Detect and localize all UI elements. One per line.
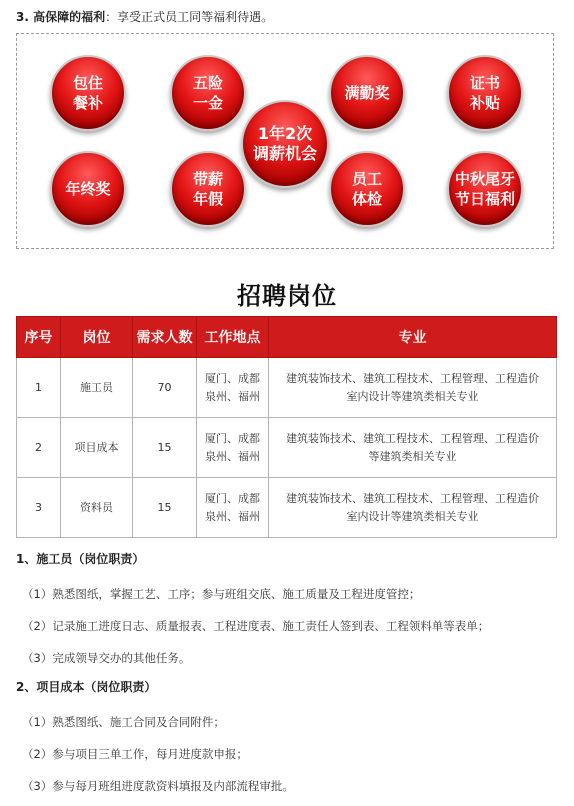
major-line1: 建筑装饰技术、建筑工程技术、工程管理、工程造价 — [286, 431, 539, 445]
cell-no: 2 — [17, 418, 61, 478]
header-major: 专业 — [269, 317, 557, 358]
major-line2: 等建筑类相关专业 — [368, 449, 457, 463]
cell-location — [197, 418, 269, 478]
cell-count: 70 — [133, 358, 197, 418]
cell-post: 项目成本 — [61, 418, 133, 478]
cell-count: 15 — [133, 418, 197, 478]
benefit-paid-leave: 带薪 年假 — [170, 151, 246, 227]
table-header-row — [17, 317, 557, 358]
cell-major — [269, 358, 557, 418]
duty-2-item-1: （1）熟悉图纸、施工合同及合同附件； — [22, 715, 225, 729]
benefits-heading — [16, 8, 273, 25]
cell-major — [269, 418, 557, 478]
duty-1-item-1: （1）熟悉图纸，掌握工艺、工序；参与班组交底、施工质量及工程进度管控； — [22, 587, 421, 601]
benefit-attendance-bonus: 满勤奖 — [329, 55, 405, 131]
benefit-health-check: 员工 体检 — [329, 151, 405, 227]
cell-count: 15 — [133, 478, 197, 538]
major-line2: 室内设计等建筑类相关专业 — [346, 509, 479, 523]
recruit-table — [16, 316, 557, 538]
cell-location — [197, 478, 269, 538]
major-line1: 建筑装饰技术、建筑工程技术、工程管理、工程造价 — [286, 371, 539, 385]
header-post: 岗位 — [61, 317, 133, 358]
header-location: 工作地点 — [197, 317, 269, 358]
major-line2: 室内设计等建筑类相关专业 — [346, 389, 479, 403]
location-line2: 泉州、福州 — [205, 509, 260, 523]
cell-no: 1 — [17, 358, 61, 418]
cell-post: 资料员 — [61, 478, 133, 538]
benefit-housing-meal: 包住 餐补 — [50, 55, 126, 131]
table-row — [17, 358, 557, 418]
benefit-salary-adjustment: 1年2次 调薪机会 — [241, 100, 329, 188]
benefit-certificate-subsidy: 证书 补贴 — [447, 55, 523, 131]
cell-post: 施工员 — [61, 358, 133, 418]
duty-2-item-2: （2）参与项目三单工作，每月进度款申报； — [22, 747, 248, 761]
benefits-heading-bold: 3. 高保障的福利 — [16, 10, 106, 24]
cell-location — [197, 358, 269, 418]
major-line1: 建筑装饰技术、建筑工程技术、工程管理、工程造价 — [286, 491, 539, 505]
location-line1: 厦门、成都 — [205, 491, 260, 505]
benefits-heading-text: ：享受正式员工同等福利待遇。 — [105, 10, 274, 24]
cell-major — [269, 478, 557, 538]
duty-1-item-3: （3）完成领导交办的其他任务。 — [22, 651, 191, 665]
cell-no: 3 — [17, 478, 61, 538]
location-line1: 厦门、成都 — [205, 371, 260, 385]
location-line2: 泉州、福州 — [205, 389, 260, 403]
benefit-insurance-fund: 五险 一金 — [170, 55, 246, 131]
recruit-title: 招聘岗位 — [237, 282, 337, 310]
benefits-panel — [16, 33, 554, 249]
header-no: 序号 — [17, 317, 61, 358]
duty-section-2-title: 2、项目成本（岗位职责） — [16, 680, 157, 694]
table-row — [17, 418, 557, 478]
benefit-year-end-bonus: 年终奖 — [50, 151, 126, 227]
duty-section-1-title: 1、施工员（岗位职责） — [16, 552, 145, 566]
duty-2-item-3: （3）参与每月班组进度款资料填报及内部流程审批。 — [22, 779, 294, 793]
location-line2: 泉州、福州 — [205, 449, 260, 463]
location-line1: 厦门、成都 — [205, 431, 260, 445]
table-row — [17, 478, 557, 538]
benefit-festival: 中秋尾牙 节日福利 — [447, 151, 523, 227]
duty-1-item-2: （2）记录施工进度日志、质量报表、工程进度表、施工责任人签到表、工程领料单等表单； — [22, 619, 490, 633]
header-count: 需求人数 — [133, 317, 197, 358]
